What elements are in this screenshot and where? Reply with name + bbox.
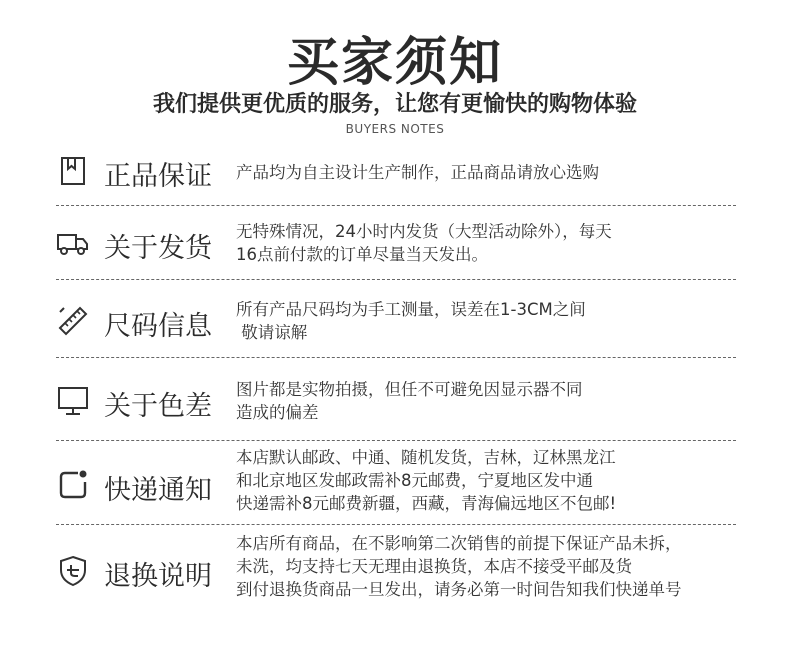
section-color xyxy=(56,376,736,436)
truck-icon xyxy=(56,226,90,260)
section-heading: 尺码信息 xyxy=(104,311,212,342)
section-text xyxy=(236,378,583,424)
section-line: 和北京地区发邮政需补8元邮费，宁夏地区发中通 xyxy=(236,471,593,490)
section-line: 所有产品尺码均为手工测量，误差在1-3CM之间 xyxy=(236,300,586,319)
notice-subtitle-en: BUYERS NOTES xyxy=(345,122,445,136)
chat-icon xyxy=(56,468,90,502)
section-text xyxy=(236,532,682,601)
section-line: 产品均为自主设计生产制作，正品商品请放心选购 xyxy=(236,163,599,182)
ruler-icon xyxy=(56,304,90,338)
section-heading: 关于发货 xyxy=(104,233,212,264)
section-text xyxy=(236,161,599,184)
section-line: 快递需补8元邮费新疆，西藏，青海偏远地区不包邮! xyxy=(236,494,617,513)
section-text xyxy=(236,298,586,344)
section-heading: 关于色差 xyxy=(104,391,212,422)
monitor-icon xyxy=(56,384,90,418)
section-return xyxy=(56,532,736,607)
divider xyxy=(56,205,736,206)
section-shipping xyxy=(56,218,736,278)
section-line: 敬请谅解 xyxy=(236,323,308,342)
divider xyxy=(56,357,736,358)
section-line: 本店默认邮政、中通、随机发货，吉林，辽林黑龙江 xyxy=(236,448,616,467)
section-size xyxy=(56,296,736,356)
section-line: 造成的偏差 xyxy=(236,403,319,422)
bookmark-icon xyxy=(56,154,90,188)
section-authentic xyxy=(56,150,736,205)
section-heading: 正品保证 xyxy=(104,161,212,192)
section-line: 到付退换货商品一旦发出，请务必第一时间告知我们快递单号 xyxy=(236,580,682,599)
notice-title: 买家须知 xyxy=(286,33,503,93)
section-text xyxy=(236,446,616,515)
section-heading: 退换说明 xyxy=(104,561,212,592)
section-line: 无特殊情况，24小时内发货（大型活动除外），每天 xyxy=(236,222,612,241)
section-line: 图片都是实物拍摄，但任不可避免因显示器不同 xyxy=(236,380,583,399)
divider xyxy=(56,440,736,441)
section-line: 16点前付款的订单尽量当天发出。 xyxy=(236,245,488,264)
section-express xyxy=(56,446,736,521)
section-line: 未洗，均支持七天无理由退换货，本店不接受平邮及货 xyxy=(236,557,632,576)
divider xyxy=(56,524,736,525)
section-text xyxy=(236,220,612,266)
notice-subtitle: 我们提供更优质的服务，让您有更愉快的购物体验 xyxy=(152,92,637,117)
section-line: 本店所有商品，在不影响第二次销售的前提下保证产品未拆， xyxy=(236,534,682,553)
divider xyxy=(56,279,736,280)
section-heading: 快递通知 xyxy=(104,475,212,506)
shield-icon xyxy=(56,554,90,588)
